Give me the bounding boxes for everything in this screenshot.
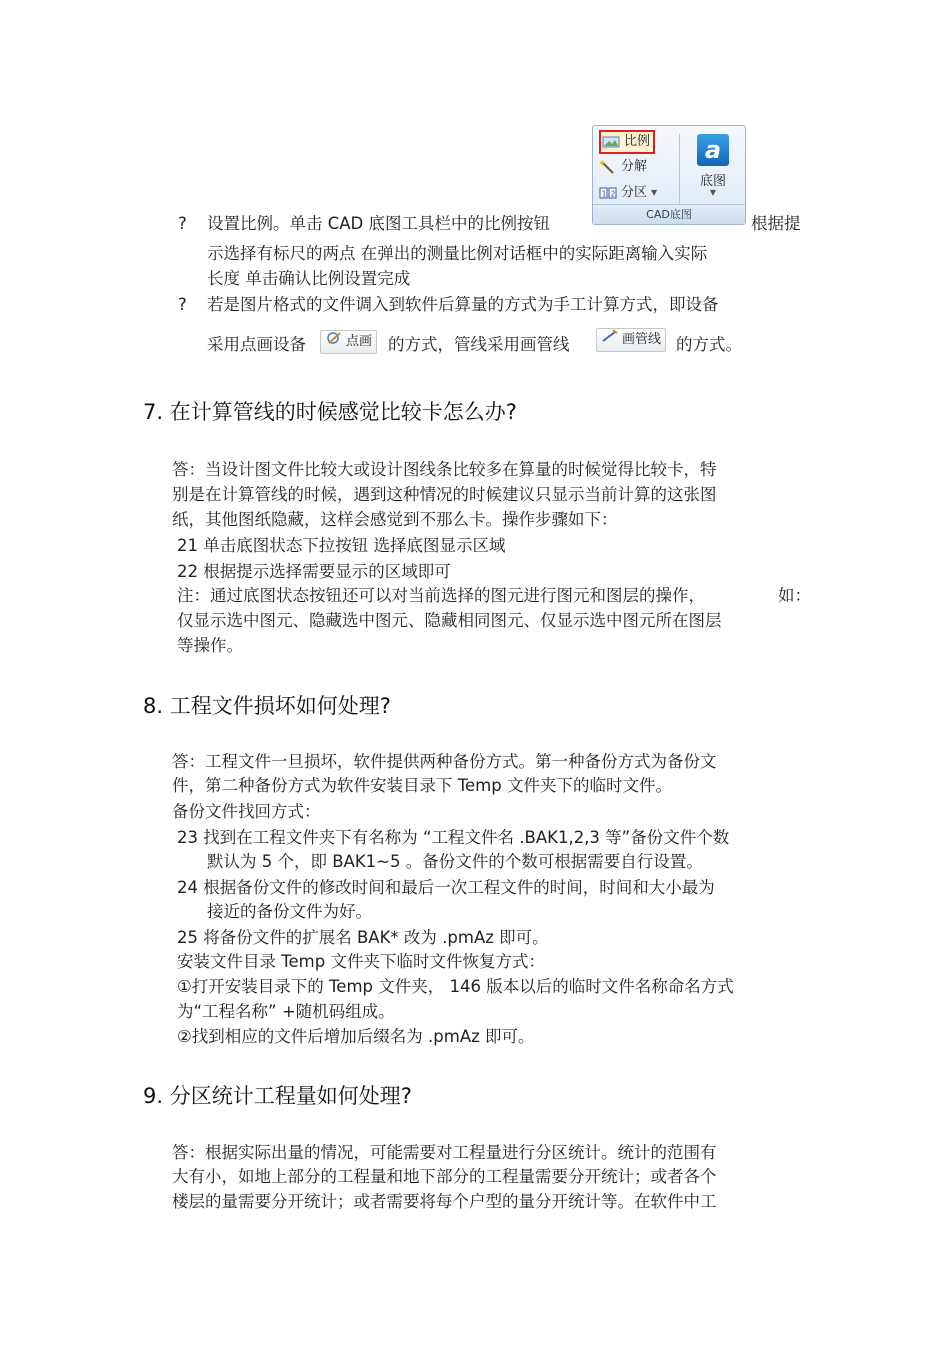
bullet-mark: ? xyxy=(178,214,187,233)
bullet-text: 设置比例。单击 CAD 底图工具栏中的比例按钮 xyxy=(207,214,551,233)
svg-text:2: 2 xyxy=(610,189,616,199)
step-line: 24 根据备份文件的修改时间和最后一次工程文件的时间，时间和大小最为 xyxy=(177,878,715,897)
step-line: 21 单击底图状态下拉按钮 选择底图显示区域 xyxy=(177,536,506,555)
ratio-label: 比例 xyxy=(624,134,651,149)
bullet-text: 长度 单击确认比例设置完成 xyxy=(207,269,411,288)
point-draw-button[interactable] xyxy=(320,330,377,354)
paragraph-line: 大有小，如地上部分的工程量和地下部分的工程量需要分开统计；或者各个 xyxy=(172,1167,717,1186)
chevron-down-icon: ▼ xyxy=(709,188,717,197)
section-heading: 8. 工程文件损坏如何处理? xyxy=(143,694,391,718)
zone-icon xyxy=(599,186,617,200)
toolbar-group-label: CAD底图 xyxy=(593,204,745,224)
zone-label: 分区 xyxy=(621,185,648,200)
bullet-text: 的方式，管线采用画管线 xyxy=(388,335,570,354)
ratio-button[interactable] xyxy=(599,130,655,154)
bullet-mark: ? xyxy=(178,295,187,314)
step-line: 23 找到在工程文件夹下有名称为 “工程文件名 .BAK1,2,3 等”备份文件个数 xyxy=(177,828,730,847)
paragraph-line: 别是在计算管线的时候，遇到这种情况的时候建议只显示当前计算的这张图 xyxy=(172,485,717,504)
note-line: 注：通过底图状态按钮还可以对当前选择的图元进行图元和图层的操作， xyxy=(177,586,705,605)
point-draw-icon xyxy=(325,331,343,353)
toolbar-divider xyxy=(679,134,680,206)
step-line: 接近的备份文件为好。 xyxy=(207,902,372,921)
split-button[interactable] xyxy=(599,157,647,177)
paragraph-line: 纸，其他图纸隐藏，这样会感觉到不那么卡。操作步骤如下： xyxy=(172,510,618,529)
ratio-icon xyxy=(602,135,620,149)
magic-wand-icon xyxy=(599,160,617,174)
split-label: 分解 xyxy=(621,159,648,174)
paragraph-line: 答：工程文件一旦损坏，软件提供两种备份方式。第一种备份方式为备份文 xyxy=(172,752,717,771)
base-map-label: 底图 xyxy=(699,174,726,189)
note-line: 仅显示选中图元、隐藏选中图元、隐藏相同图元、仅显示选中图元所在图层 xyxy=(177,611,722,630)
pipe-draw-button[interactable] xyxy=(596,328,666,352)
step-line: 22 根据提示选择需要显示的区域即可 xyxy=(177,562,451,581)
bullet-text: 采用点画设备 xyxy=(207,335,306,354)
pipe-draw-icon xyxy=(601,329,619,351)
section-heading: 9. 分区统计工程量如何处理? xyxy=(143,1084,412,1108)
base-map-button[interactable] xyxy=(693,134,733,197)
step-line: 默认为 5 个，即 BAK1~5 。备份文件的个数可根据需要自行设置。 xyxy=(207,852,703,871)
section-heading: 7. 在计算管线的时候感觉比较卡怎么办? xyxy=(143,400,517,424)
paragraph-line: 楼层的量需要分开统计；或者需要将每个户型的量分开统计等。在软件中工 xyxy=(172,1192,717,1211)
pipe-draw-label: 画管线 xyxy=(622,332,662,347)
cad-base-toolbar xyxy=(592,125,746,225)
zone-button[interactable] xyxy=(599,183,657,203)
base-map-icon: a xyxy=(697,134,729,166)
svg-text:1: 1 xyxy=(601,189,607,199)
bullet-text: 的方式。 xyxy=(676,335,742,354)
point-draw-label: 点画 xyxy=(346,334,373,349)
bullet-text: 根据提 xyxy=(751,214,801,233)
paragraph-line: ②找到相应的文件后增加后缀名为 .pmAz 即可。 xyxy=(177,1027,535,1046)
paragraph-line: 安装文件目录 Temp 文件夹下临时文件恢复方式： xyxy=(177,952,545,971)
paragraph-line: 为“工程名称” +随机码组成。 xyxy=(177,1002,395,1021)
bullet-text: 示选择有标尺的两点 在弹出的测量比例对话框中的实际距离输入实际 xyxy=(207,244,708,263)
note-line: 等操作。 xyxy=(177,636,243,655)
paragraph-line: 答：根据实际出量的情况，可能需要对工程量进行分区统计。统计的范围有 xyxy=(172,1143,717,1162)
bullet-text: 若是图片格式的文件调入到软件后算量的方式为手工计算方式，即设备 xyxy=(207,295,719,314)
paragraph-line: 答：当设计图文件比较大或设计图线条比较多在算量的时候觉得比较卡，特 xyxy=(172,460,717,479)
paragraph-line: 备份文件找回方式： xyxy=(172,802,321,821)
paragraph-line: ①打开安装目录下的 Temp 文件夹， 146 版本以后的临时文件名称命名方式 xyxy=(177,977,734,996)
chevron-down-icon: ▼ xyxy=(651,188,658,197)
note-line: 如： xyxy=(778,586,811,605)
step-line: 25 将备份文件的扩展名 BAK* 改为 .pmAz 即可。 xyxy=(177,928,549,947)
paragraph-line: 件，第二种备份方式为软件安装目录下 Temp 文件夹下的临时文件。 xyxy=(172,776,672,795)
